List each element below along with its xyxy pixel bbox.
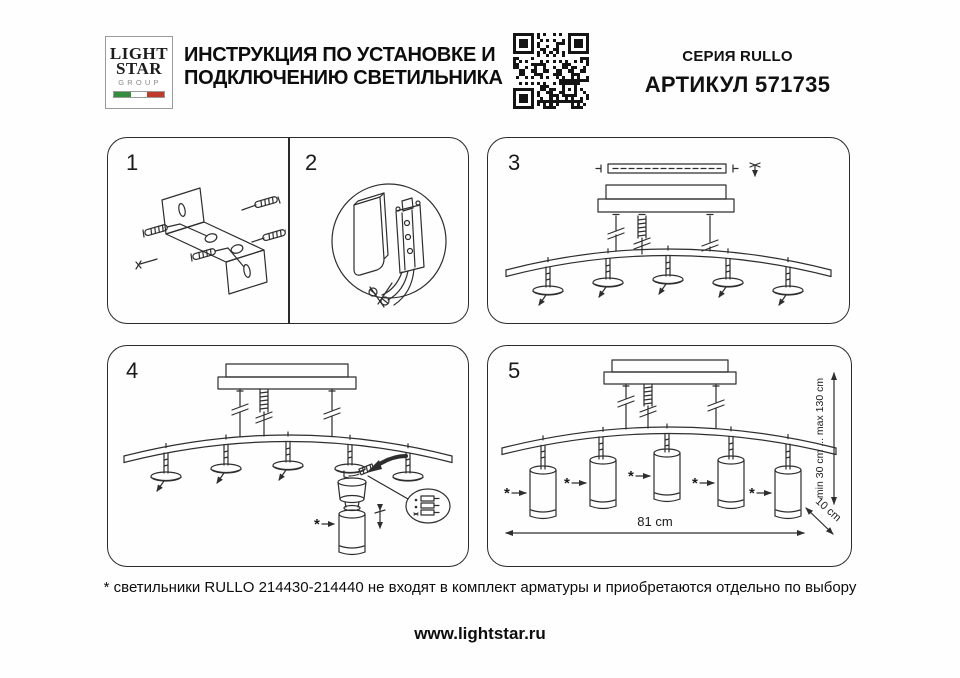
- width-dimension: [506, 514, 804, 533]
- width-dimension-label: 81 cm: [637, 514, 673, 529]
- panel-step1-step2: [107, 137, 469, 324]
- footnote: * светильники RULLO 214430-214440 не входят в комплект арматуры и приобретаются отдельно по выбору: [103, 579, 857, 596]
- step5-number: 5: [508, 358, 521, 383]
- screw-dowel-upper-right: [242, 196, 280, 210]
- lamp-required-marker: *: [314, 516, 320, 533]
- page-title: [184, 44, 514, 90]
- step3-number: 3: [508, 150, 521, 175]
- step1-drawing-bracket-screws: [110, 178, 286, 310]
- canopy: [218, 364, 356, 391]
- lamp-cylinder: [339, 510, 365, 555]
- detail-circle: [332, 184, 446, 298]
- lamp-required-marker: *: [749, 485, 755, 502]
- panel-step5: [487, 345, 852, 567]
- lamps: [530, 434, 801, 519]
- lamp-required-marker: *: [692, 475, 698, 492]
- panel-step3: [487, 137, 850, 324]
- canopy: [598, 185, 734, 215]
- title-line-1: ИНСТРУКЦИЯ ПО УСТАНОВКЕ И: [184, 44, 496, 66]
- suspension-rods: [232, 389, 340, 437]
- suspension-rods: [618, 384, 724, 429]
- step5-drawing-assembled-dimensions: [488, 346, 848, 563]
- wires: [382, 269, 414, 305]
- height-dimension-label: min 30 cm ... max 130 cm: [814, 377, 826, 499]
- article-number: АРТИКУЛ 571735: [644, 72, 831, 97]
- step4-drawing-lamp-connection: [108, 346, 465, 563]
- cover-plate: [354, 193, 388, 275]
- title-line-2: ПОДКЛЮЧЕНИЮ СВЕТИЛЬНИКА: [184, 67, 503, 89]
- terminal-block: [396, 198, 424, 273]
- lamp-required-marker: *: [504, 485, 510, 502]
- series-label: СЕРИЯ RULLO: [682, 48, 793, 65]
- screw-dowel-left: [143, 224, 207, 237]
- step1-number: 1: [126, 150, 139, 175]
- website-url[interactable]: www.lightstar.ru: [414, 624, 546, 643]
- up-down-arrow-icon: [375, 510, 385, 528]
- canopy: [604, 360, 736, 386]
- lightstar-logo: [105, 36, 173, 109]
- lamp-required-marker: *: [628, 468, 634, 485]
- depth-dimension: [806, 495, 843, 534]
- step2-number: 2: [305, 150, 318, 175]
- logo-text-light: LIGHT: [109, 44, 169, 63]
- ceiling-bracket-bar: [596, 164, 738, 173]
- panel-divider: [288, 138, 290, 323]
- mounting-bracket: [162, 188, 267, 294]
- qr-code-icon: [513, 33, 589, 109]
- step3-drawing-ceiling-mount: [488, 138, 846, 320]
- article-block: [615, 48, 860, 98]
- height-dimension: [814, 373, 834, 504]
- suspension-rods: [608, 215, 718, 255]
- arched-bar: [506, 246, 831, 277]
- lamp-required-markers: [504, 468, 771, 502]
- step4-number: 4: [126, 358, 139, 383]
- logo-text-group: GROUP: [118, 78, 162, 87]
- italian-flag-bar: [113, 91, 165, 98]
- panel-step4: [107, 345, 469, 567]
- screw-icon: [136, 259, 157, 269]
- screw-icon: [750, 163, 760, 176]
- logo-text-star: STAR: [115, 59, 163, 78]
- screw-dowel-mid-right: [252, 229, 286, 242]
- depth-dimension-label: 10 cm: [812, 495, 844, 525]
- lamp-required-marker: *: [564, 475, 570, 492]
- step2-drawing-wiring-detail: [294, 163, 462, 319]
